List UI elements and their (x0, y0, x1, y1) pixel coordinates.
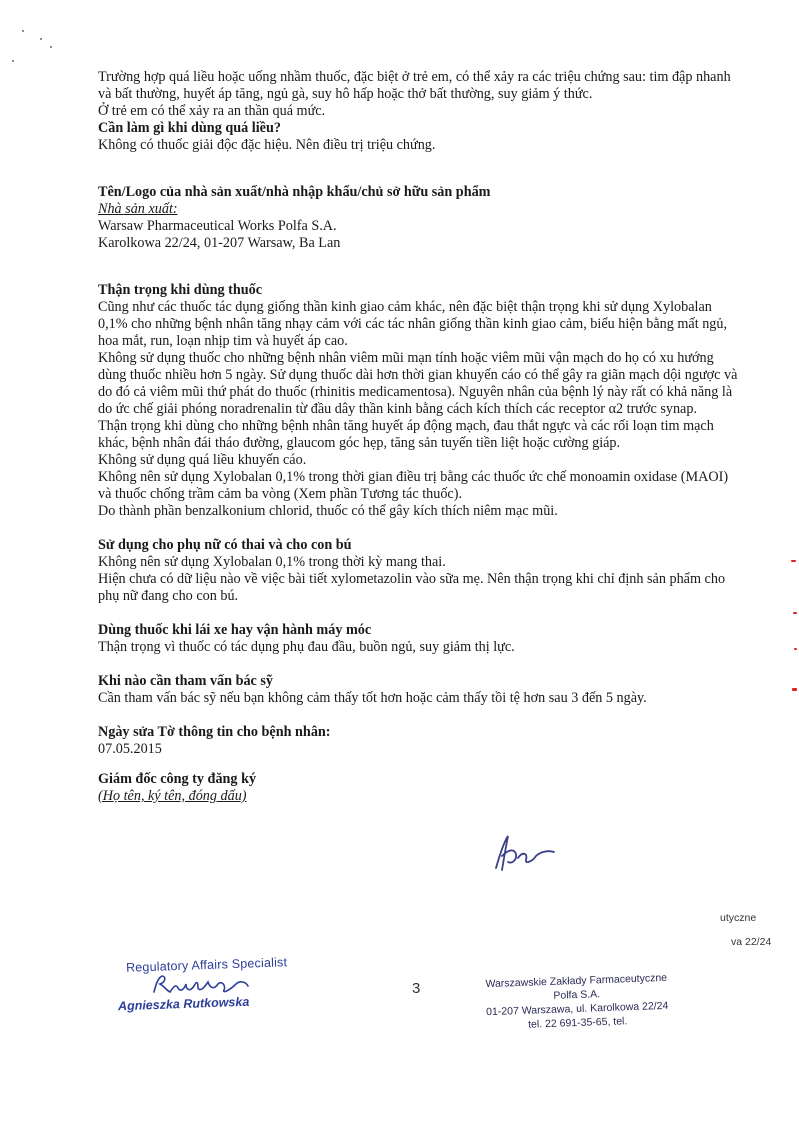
doctor-paragraph: Cần tham vấn bác sỹ nếu bạn không cảm thấy tốt hơn hoặc cảm thấy tồi tệ hơn sau 3 đến 5 ngày. (98, 690, 647, 706)
revision-date-heading: Ngày sửa Tờ thông tin cho bệnh nhân: (98, 724, 331, 740)
director-note: (Họ tên, ký tên, đóng dấu) (98, 788, 247, 804)
edge-stamp-fragment-1: utyczne (720, 912, 757, 924)
margin-mark-icon (793, 612, 797, 614)
precautions-paragraph-2: Không sử dụng thuốc cho những bệnh nhân viêm mũi mạn tính hoặc viêm mũi vận mạch do họ có xu hướng dùng thuốc nhiều hơn 5 ngày. Sử dụng thuốc dài hơn thời gian khuyến cáo có thể gây ra giãn mạch dội ngược và do đó cả viêm mũi thứ phát do thuốc (rhinitis medicamentosa). Nguyên nhân của bệnh lý này rất có khả năng là do ức chế giải phóng noradrenalin từ đầu dây thần kinh bằng cách kích thích các receptor α2 trước synap. (98, 350, 738, 417)
precautions-paragraph-4: Không sử dụng quá liều khuyến cáo. (98, 452, 307, 468)
company-stamp-line-4: tel. 22 691-35-65, tel. (527, 1015, 628, 1031)
scan-speck-icon (40, 38, 42, 40)
manufacturer-name: Warsaw Pharmaceutical Works Polfa S.A. (98, 218, 337, 234)
regulatory-stamp-title: Regulatory Affairs Specialist (125, 955, 288, 975)
company-stamp-line-3: 01-207 Warszawa, ul. Karolkowa 22/24 (485, 999, 669, 1019)
overdose-paragraph-1: Trường hợp quá liều hoặc uống nhầm thuốc, đặc biệt ở trẻ em, có thể xảy ra các triệu chứng sau: tim đập nhanh và bất thường, huyết áp tăng, ngủ gà, suy hô hấp hoặc thở bất thường, suy giảm ý thức. (98, 69, 731, 102)
scan-speck-icon (12, 60, 14, 62)
overdose-action-text: Không có thuốc giải độc đặc hiệu. Nên điều trị triệu chứng. (98, 137, 436, 153)
page-number: 3 (412, 980, 421, 997)
director-heading: Giám đốc công ty đăng ký (98, 771, 257, 787)
pregnancy-paragraph-2: Hiện chưa có dữ liệu nào về việc bài tiết xylometazolin vào sữa mẹ. Nên thận trọng khi chỉ định sản phẩm cho phụ nữ đang cho con bú. (98, 571, 726, 604)
company-stamp-line-2: Polfa S.A. (553, 988, 601, 1002)
margin-mark-icon (791, 560, 796, 562)
doctor-heading: Khi nào cần tham vấn bác sỹ (98, 673, 274, 689)
overdose-paragraph-2: Ở trẻ em có thể xảy ra an thần quá mức. (98, 103, 326, 119)
revision-date: 07.05.2015 (98, 741, 162, 757)
manufacturer-label: Nhà sản xuất: (98, 201, 178, 217)
precautions-paragraph-1: Cũng như các thuốc tác dụng giống thần kinh giao cảm khác, nên đặc biệt thận trọng khi sử dụng Xylobalan 0,1% cho những bệnh nhân tăng nhạy cảm với các tác nhân giống thần kinh giao cảm, biểu hiện bằng mất ngủ, hoa mắt, run, loạn nhịp tim và huyết áp cao. (98, 299, 728, 349)
pregnancy-paragraph-1: Không nên sử dụng Xylobalan 0,1% trong thời kỳ mang thai. (98, 554, 446, 570)
company-stamp-line-1: Warszawskie Zakłady Farmaceutyczne (485, 971, 668, 991)
scan-speck-icon (50, 46, 52, 48)
pregnancy-heading: Sử dụng cho phụ nữ có thai và cho con bú (98, 537, 352, 553)
precautions-heading: Thận trọng khi dùng thuốc (98, 282, 263, 298)
precautions-paragraph-3: Thận trọng khi dùng cho những bệnh nhân tăng huyết áp động mạch, đau thắt ngực và các rối loạn tim mạch khác, bệnh nhân đái tháo đường, glaucom góc hẹp, tăng sản tuyến tiền liệt hoặc cường giáp. (98, 418, 714, 451)
manufacturer-heading: Tên/Logo của nhà sản xuất/nhà nhập khẩu/chủ sở hữu sản phẩm (98, 184, 491, 200)
precautions-paragraph-6: Do thành phần benzalkonium chlorid, thuốc có thể gây kích thích niêm mạc mũi. (98, 503, 558, 519)
driving-paragraph: Thận trọng vì thuốc có tác dụng phụ đau đầu, buồn ngủ, suy giảm thị lực. (98, 639, 515, 655)
document-body (98, 69, 738, 805)
regulatory-signature-icon (150, 972, 250, 998)
director-signature-icon (488, 832, 558, 874)
manufacturer-address: Karolkowa 22/24, 01-207 Warsaw, Ba Lan (98, 235, 341, 251)
precautions-paragraph-5: Không nên sử dụng Xylobalan 0,1% trong thời gian điều trị bằng các thuốc ức chế monoamin oxidase (MAOI) và thuốc chống trầm cảm ba vòng (Xem phần Tương tác thuốc). (98, 469, 729, 502)
edge-stamp-fragment-2: va 22/24 (731, 936, 772, 948)
scan-speck-icon (22, 30, 24, 32)
driving-heading: Dùng thuốc khi lái xe hay vận hành máy móc (98, 622, 372, 638)
company-stamp (466, 970, 688, 1034)
margin-mark-icon (792, 688, 797, 691)
overdose-action-heading: Cần làm gì khi dùng quá liều? (98, 120, 281, 136)
margin-mark-icon (794, 648, 797, 650)
regulatory-stamp-name: Agnieszka Rutkowska (117, 994, 250, 1014)
